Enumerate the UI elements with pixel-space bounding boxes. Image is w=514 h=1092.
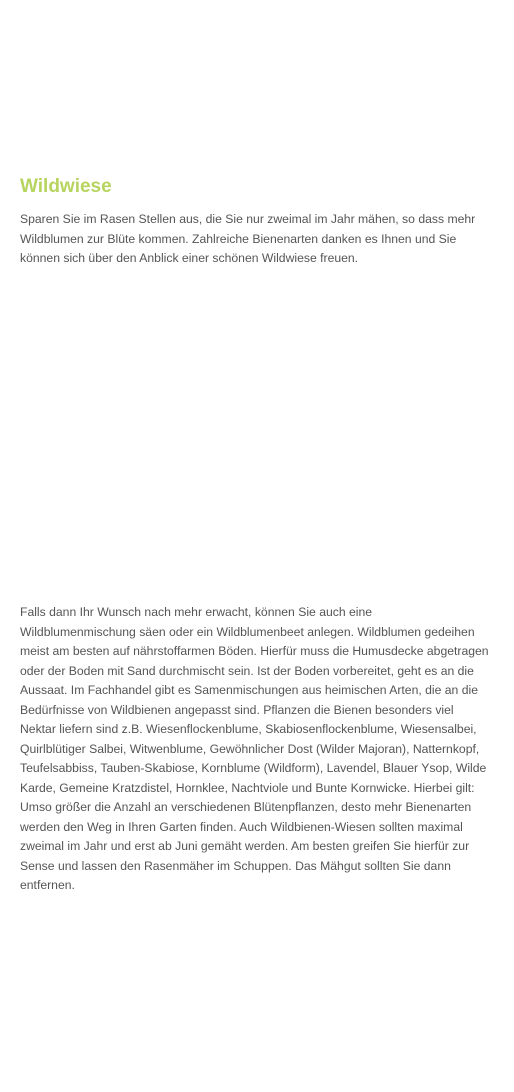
intro-paragraph: Sparen Sie im Rasen Stellen aus, die Sie nur zweimal im Jahr mähen, so dass mehr Wildblumen zur Blüte kommen. Zahlreiche Bienenarten danken es Ihnen und Sie können sich über den Anblick einer schönen Wildwiese freuen. [20,212,476,265]
image-placeholder [20,290,494,590]
section-title: Wildwiese [20,176,112,197]
body-paragraph: Falls dann Ihr Wunsch nach mehr erwacht, können Sie auch eine Wildblumenmischung säen oder ein Wildblumenbeet anlegen. Wildblumen gedeihen meist am besten auf nährstoffarmen Böden. Hierfür muss die Humusdecke abgetragen oder der Boden mit Sand durchmischt sein. Ist der Boden vorbereitet, geht es an die Aussaat. Im Fachhandel gibt es Samenmischungen aus heimischen Arten, die an die Bedürfnisse von Wildbienen angepasst sind. Pflanzen die Bienen besonders viel Nektar liefern sind z.B. Wiesenflockenblume, Skabiosenflockenblume, Wiesensalbei, Quirlblütiger Salbei, Witwenblume, Gewöhnlicher Dost (Wilder Majoran), Natternkopf, Teufelsabbiss, Tauben-Skabiose, Kornblume (Wildform), Lavendel, Blauer Ysop, Wilde Karde, Gemeine Kratzdistel, Hornklee, Nachtviole und Bunte Kornwicke. Hierbei gilt: Umso größer die Anzahl an verschiedenen Blütenpflanzen, desto mehr Bienenarten werden den Weg in Ihren Garten finden. Auch Wildbienen-Wiesen sollten maximal zweimal im Jahr und erst ab Juni gemäht werden. Am besten greifen Sie hierfür zur Sense und lassen den Rasenmäher im Schuppen. Das Mähgut sollten Sie dann entfernen. [20,605,489,892]
